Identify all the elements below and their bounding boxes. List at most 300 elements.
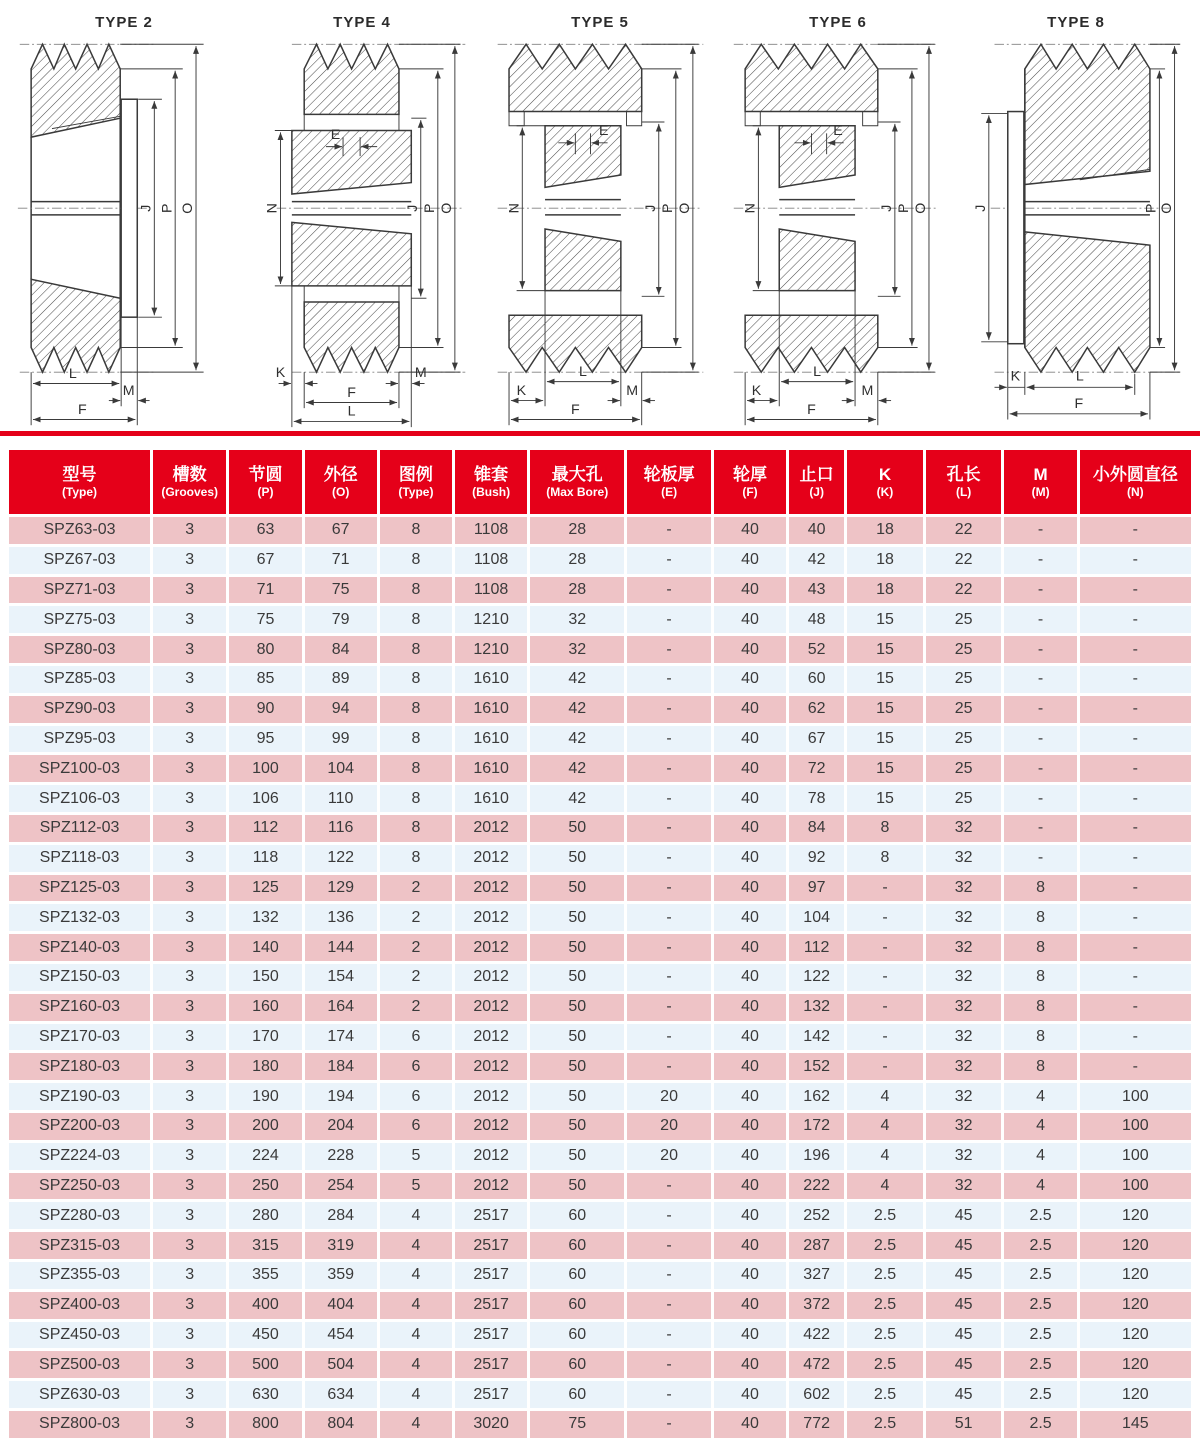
table-cell: 90 [229, 696, 301, 723]
table-cell: 3 [153, 1083, 226, 1110]
table-cell: 1108 [455, 517, 527, 544]
table-cell: 3 [153, 1351, 226, 1378]
dim-label-j: J [642, 204, 659, 212]
table-cell: - [1080, 517, 1191, 544]
table-cell: 100 [229, 755, 301, 782]
table-cell: 3 [153, 904, 226, 931]
dim-label-l: L [68, 365, 77, 382]
table-cell: - [1080, 666, 1191, 693]
table-row [9, 1381, 1191, 1408]
table-cell: 142 [789, 1024, 844, 1051]
table-cell: SPZ118-03 [9, 845, 150, 872]
table-row [9, 1113, 1191, 1140]
table-cell: 122 [305, 845, 377, 872]
table-cell: 15 [847, 755, 923, 782]
table-cell: 3 [153, 934, 226, 961]
table-cell: 32 [926, 1024, 1002, 1051]
column-header: 止口 (J) [789, 450, 844, 514]
dim-label-f: F [347, 384, 356, 401]
table-cell: 4 [380, 1351, 452, 1378]
table-cell: 50 [530, 934, 624, 961]
table-cell: 89 [305, 666, 377, 693]
column-header: M (M) [1004, 450, 1076, 514]
table-cell: 190 [229, 1083, 301, 1110]
table-cell: 63 [229, 517, 301, 544]
column-header: 小外圆直径 (N) [1080, 450, 1191, 514]
table-cell: 75 [530, 1411, 624, 1438]
table-cell: 327 [789, 1262, 844, 1289]
table-cell: 2517 [455, 1232, 527, 1259]
table-cell: - [627, 1411, 711, 1438]
table-cell: 129 [305, 875, 377, 902]
dim-label-o: O [1158, 202, 1175, 214]
table-cell: SPZ71-03 [9, 577, 150, 604]
table-cell: 504 [305, 1351, 377, 1378]
table-cell: 40 [714, 1351, 786, 1378]
table-cell: 32 [926, 1143, 1002, 1170]
table-cell: - [627, 1351, 711, 1378]
table-cell: 40 [714, 1202, 786, 1229]
table-row [9, 547, 1191, 574]
table-cell: 250 [229, 1173, 301, 1200]
dim-label-p: P [660, 203, 677, 213]
table-cell: 3 [153, 1292, 226, 1319]
table-cell: 25 [926, 696, 1002, 723]
table-cell: 2.5 [1004, 1232, 1076, 1259]
table-cell: - [627, 1232, 711, 1259]
table-cell: 800 [229, 1411, 301, 1438]
table-cell: 28 [530, 517, 624, 544]
table-cell: 222 [789, 1173, 844, 1200]
dim-label-p: P [159, 203, 176, 213]
table-cell: 194 [305, 1083, 377, 1110]
table-cell: 2012 [455, 964, 527, 991]
table-cell: 20 [627, 1113, 711, 1140]
table-cell: 40 [714, 875, 786, 902]
dim-label-f: F [1074, 396, 1084, 413]
table-cell: 4 [1004, 1083, 1076, 1110]
table-cell: SPZ160-03 [9, 994, 150, 1021]
table-cell: 2.5 [1004, 1262, 1076, 1289]
table-cell: - [1080, 547, 1191, 574]
table-cell: 196 [789, 1143, 844, 1170]
dim-label-j: J [404, 204, 421, 212]
table-cell: 100 [1080, 1173, 1191, 1200]
table-cell: - [1004, 845, 1076, 872]
table-cell: 2012 [455, 875, 527, 902]
table-cell: - [1004, 696, 1076, 723]
table-cell: 40 [714, 904, 786, 931]
diagram-title: TYPE 5 [571, 14, 629, 31]
dim-label-p: P [1143, 203, 1160, 213]
diagram-type-5 [482, 6, 718, 430]
table-cell: 3 [153, 1262, 226, 1289]
table-cell: 8 [380, 845, 452, 872]
table-cell: 2012 [455, 904, 527, 931]
table-cell: 25 [926, 666, 1002, 693]
column-header: 最大孔 (Max Bore) [530, 450, 624, 514]
table-cell: - [1004, 755, 1076, 782]
table-cell: 8 [380, 517, 452, 544]
table-cell: 2012 [455, 1173, 527, 1200]
table-row [9, 517, 1191, 544]
table-cell: 40 [714, 636, 786, 663]
table-cell: 2012 [455, 994, 527, 1021]
table-cell: 22 [926, 517, 1002, 544]
diagram-type-6 [720, 6, 956, 430]
table-cell: 3 [153, 964, 226, 991]
dim-label-o: O [677, 202, 694, 214]
table-cell: 71 [305, 547, 377, 574]
table-row [9, 606, 1191, 633]
dim-label-k: K [516, 382, 527, 399]
table-cell: 110 [305, 785, 377, 812]
table-cell: 50 [530, 845, 624, 872]
table-cell: 2.5 [1004, 1202, 1076, 1229]
table-cell: 315 [229, 1232, 301, 1259]
pulley-cross-section [18, 44, 156, 372]
table-cell: 122 [789, 964, 844, 991]
column-header: 轮板厚 (E) [627, 450, 711, 514]
column-header: 轮厚 (F) [714, 450, 786, 514]
table-cell: 204 [305, 1113, 377, 1140]
table-cell: 2.5 [847, 1292, 923, 1319]
table-cell: SPZ106-03 [9, 785, 150, 812]
table-cell: 32 [926, 875, 1002, 902]
table-cell: 8 [1004, 934, 1076, 961]
table-cell: 804 [305, 1411, 377, 1438]
table-cell: 40 [714, 1322, 786, 1349]
table-cell: 1210 [455, 606, 527, 633]
table-row [9, 785, 1191, 812]
table-cell: 42 [789, 547, 844, 574]
table-cell: - [627, 1262, 711, 1289]
table-cell: SPZ140-03 [9, 934, 150, 961]
table-cell: - [1080, 815, 1191, 842]
table-cell: 45 [926, 1232, 1002, 1259]
table-cell: 40 [714, 755, 786, 782]
dim-label-j: J [879, 204, 896, 212]
table-cell: - [627, 696, 711, 723]
table-cell: 2.5 [847, 1232, 923, 1259]
table-cell: SPZ800-03 [9, 1411, 150, 1438]
table-cell: 8 [380, 785, 452, 812]
table-cell: 79 [305, 606, 377, 633]
table-cell: 400 [229, 1292, 301, 1319]
table-cell: 2 [380, 934, 452, 961]
table-row [9, 1351, 1191, 1378]
table-cell: 22 [926, 577, 1002, 604]
table-cell: - [1080, 904, 1191, 931]
table-cell: 72 [789, 755, 844, 782]
table-cell: 40 [714, 964, 786, 991]
dim-label-n: N [264, 203, 281, 214]
table-cell: 40 [714, 577, 786, 604]
table-cell: 45 [926, 1381, 1002, 1408]
table-cell: 4 [380, 1262, 452, 1289]
table-cell: 25 [926, 726, 1002, 753]
table-cell: 94 [305, 696, 377, 723]
table-cell: 3 [153, 1411, 226, 1438]
table-cell: 75 [229, 606, 301, 633]
table-cell: SPZ100-03 [9, 755, 150, 782]
table-cell: 40 [714, 1232, 786, 1259]
dim-label-m: M [122, 382, 135, 399]
dim-label-f: F [571, 401, 580, 418]
table-cell: 4 [847, 1113, 923, 1140]
table-row [9, 1262, 1191, 1289]
table-cell: 3 [153, 845, 226, 872]
table-cell: 50 [530, 1143, 624, 1170]
table-cell: - [1004, 815, 1076, 842]
table-cell: - [1004, 636, 1076, 663]
table-cell: 120 [1080, 1202, 1191, 1229]
table-cell: 40 [714, 606, 786, 633]
table-cell: 4 [847, 1173, 923, 1200]
table-cell: 45 [926, 1351, 1002, 1378]
table-cell: 3 [153, 1381, 226, 1408]
table-cell: 3 [153, 726, 226, 753]
pulley-drawing-type-2 [9, 31, 239, 429]
dim-label-j: J [138, 204, 155, 212]
table-cell: 3 [153, 1053, 226, 1080]
table-cell: - [627, 726, 711, 753]
table-cell: 136 [305, 904, 377, 931]
table-cell: SPZ250-03 [9, 1173, 150, 1200]
table-cell: 2.5 [1004, 1292, 1076, 1319]
table-cell: 3 [153, 875, 226, 902]
table-cell: 45 [926, 1262, 1002, 1289]
dim-label-e: E [833, 123, 843, 140]
table-cell: 60 [530, 1292, 624, 1319]
table-cell: 2.5 [1004, 1322, 1076, 1349]
table-cell: 60 [530, 1381, 624, 1408]
table-cell: 3 [153, 785, 226, 812]
table-cell: 18 [847, 577, 923, 604]
table-cell: 45 [926, 1322, 1002, 1349]
table-cell: 1210 [455, 636, 527, 663]
table-cell: 8 [847, 845, 923, 872]
table-cell: 3 [153, 606, 226, 633]
table-cell: 32 [926, 1173, 1002, 1200]
dim-label-n: N [506, 203, 523, 214]
table-cell: 40 [714, 696, 786, 723]
table-cell: 2.5 [847, 1262, 923, 1289]
diagram-title: TYPE 6 [809, 14, 867, 31]
table-cell: 75 [305, 577, 377, 604]
table-cell: - [1080, 696, 1191, 723]
table-cell: - [627, 815, 711, 842]
table-cell: 67 [305, 517, 377, 544]
table-row [9, 1232, 1191, 1259]
table-cell: 40 [714, 547, 786, 574]
table-cell: 40 [714, 1173, 786, 1200]
table-row [9, 904, 1191, 931]
red-divider-line [0, 431, 1200, 436]
table-cell: 602 [789, 1381, 844, 1408]
column-header: 节圆 (P) [229, 450, 301, 514]
table-cell: 6 [380, 1024, 452, 1051]
table-cell: 40 [714, 666, 786, 693]
table-cell: 164 [305, 994, 377, 1021]
table-cell: 372 [789, 1292, 844, 1319]
table-cell: 120 [1080, 1262, 1191, 1289]
table-cell: - [1080, 606, 1191, 633]
table-cell: 78 [789, 785, 844, 812]
table-cell: 6 [380, 1053, 452, 1080]
table-cell: 8 [1004, 994, 1076, 1021]
table-cell: 32 [926, 845, 1002, 872]
table-row [9, 875, 1191, 902]
dim-label-l: L [813, 363, 822, 380]
table-cell: - [847, 964, 923, 991]
table-cell: 42 [530, 785, 624, 812]
table-cell: 154 [305, 964, 377, 991]
table-cell: - [627, 547, 711, 574]
table-cell: - [1004, 547, 1076, 574]
dim-label-k: K [1010, 368, 1021, 385]
table-cell: 2517 [455, 1262, 527, 1289]
table-cell: SPZ63-03 [9, 517, 150, 544]
table-row [9, 1083, 1191, 1110]
table-cell: 60 [530, 1232, 624, 1259]
table-cell: 15 [847, 726, 923, 753]
table-cell: 132 [229, 904, 301, 931]
table-cell: 45 [926, 1202, 1002, 1229]
table-cell: 132 [789, 994, 844, 1021]
table-cell: 152 [789, 1053, 844, 1080]
table-cell: 18 [847, 517, 923, 544]
table-cell: - [627, 785, 711, 812]
table-cell: SPZ132-03 [9, 904, 150, 931]
table-cell: 25 [926, 606, 1002, 633]
table-cell: 15 [847, 636, 923, 663]
table-row [9, 636, 1191, 663]
table-cell: 112 [789, 934, 844, 961]
spec-table-header-row [9, 450, 1191, 514]
table-cell: 32 [926, 1083, 1002, 1110]
table-cell: - [847, 994, 923, 1021]
table-cell: 84 [789, 815, 844, 842]
table-cell: 40 [714, 1024, 786, 1051]
table-cell: 25 [926, 785, 1002, 812]
table-cell: 170 [229, 1024, 301, 1051]
table-cell: 3 [153, 577, 226, 604]
table-cell: 2517 [455, 1292, 527, 1319]
table-cell: 3 [153, 755, 226, 782]
table-cell: 118 [229, 845, 301, 872]
table-cell: 228 [305, 1143, 377, 1170]
table-row [9, 755, 1191, 782]
table-cell: 4 [380, 1322, 452, 1349]
table-row [9, 964, 1191, 991]
table-cell: 3 [153, 517, 226, 544]
table-cell: - [627, 904, 711, 931]
table-cell: 120 [1080, 1292, 1191, 1319]
table-cell: SPZ170-03 [9, 1024, 150, 1051]
pulley-diagram-section [0, 0, 1200, 430]
table-cell: SPZ125-03 [9, 875, 150, 902]
table-cell: - [627, 636, 711, 663]
table-row [9, 1053, 1191, 1080]
table-cell: 8 [1004, 1024, 1076, 1051]
table-cell: 50 [530, 1024, 624, 1051]
table-cell: 20 [627, 1143, 711, 1170]
table-cell: 224 [229, 1143, 301, 1170]
table-cell: 2.5 [847, 1322, 923, 1349]
table-row [9, 577, 1191, 604]
table-cell: 42 [530, 755, 624, 782]
table-cell: 2.5 [847, 1381, 923, 1408]
table-cell: 1610 [455, 666, 527, 693]
diagram-title: TYPE 8 [1047, 14, 1105, 31]
table-cell: SPZ355-03 [9, 1262, 150, 1289]
table-cell: 454 [305, 1322, 377, 1349]
table-cell: - [1080, 755, 1191, 782]
table-cell: 84 [305, 636, 377, 663]
table-cell: 15 [847, 785, 923, 812]
table-cell: 3 [153, 1024, 226, 1051]
table-cell: 172 [789, 1113, 844, 1140]
dim-label-e: E [330, 127, 341, 144]
table-cell: 174 [305, 1024, 377, 1051]
table-cell: 100 [1080, 1113, 1191, 1140]
table-row [9, 845, 1191, 872]
table-cell: 180 [229, 1053, 301, 1080]
table-cell: SPZ90-03 [9, 696, 150, 723]
table-cell: 3 [153, 666, 226, 693]
table-cell: - [627, 517, 711, 544]
table-cell: 20 [627, 1083, 711, 1110]
table-cell: 772 [789, 1411, 844, 1438]
table-cell: 50 [530, 1083, 624, 1110]
table-cell: SPZ400-03 [9, 1292, 150, 1319]
table-cell: 97 [789, 875, 844, 902]
table-cell: 40 [714, 1053, 786, 1080]
table-cell: 45 [926, 1292, 1002, 1319]
table-cell: - [627, 577, 711, 604]
table-cell: SPZ75-03 [9, 606, 150, 633]
table-cell: 32 [926, 904, 1002, 931]
table-cell: 1610 [455, 755, 527, 782]
table-cell: SPZ190-03 [9, 1083, 150, 1110]
table-cell: 144 [305, 934, 377, 961]
table-cell: 8 [847, 815, 923, 842]
table-cell: 5 [380, 1173, 452, 1200]
table-cell: - [1080, 934, 1191, 961]
table-cell: 8 [1004, 904, 1076, 931]
diagram-type-4 [244, 6, 480, 430]
table-cell: 104 [305, 755, 377, 782]
table-cell: 50 [530, 994, 624, 1021]
table-cell: SPZ315-03 [9, 1232, 150, 1259]
table-cell: - [1080, 1024, 1191, 1051]
table-cell: 140 [229, 934, 301, 961]
table-cell: 8 [380, 636, 452, 663]
table-cell: 50 [530, 815, 624, 842]
table-cell: 60 [789, 666, 844, 693]
table-cell: 28 [530, 577, 624, 604]
table-cell: 355 [229, 1262, 301, 1289]
dim-label-m: M [626, 382, 639, 399]
pulley-drawing-type-5 [485, 31, 715, 429]
diagram-type-8 [958, 6, 1194, 430]
table-cell: 40 [714, 1381, 786, 1408]
table-cell: - [1080, 636, 1191, 663]
table-cell: 125 [229, 875, 301, 902]
table-cell: 4 [1004, 1143, 1076, 1170]
table-cell: 50 [530, 875, 624, 902]
